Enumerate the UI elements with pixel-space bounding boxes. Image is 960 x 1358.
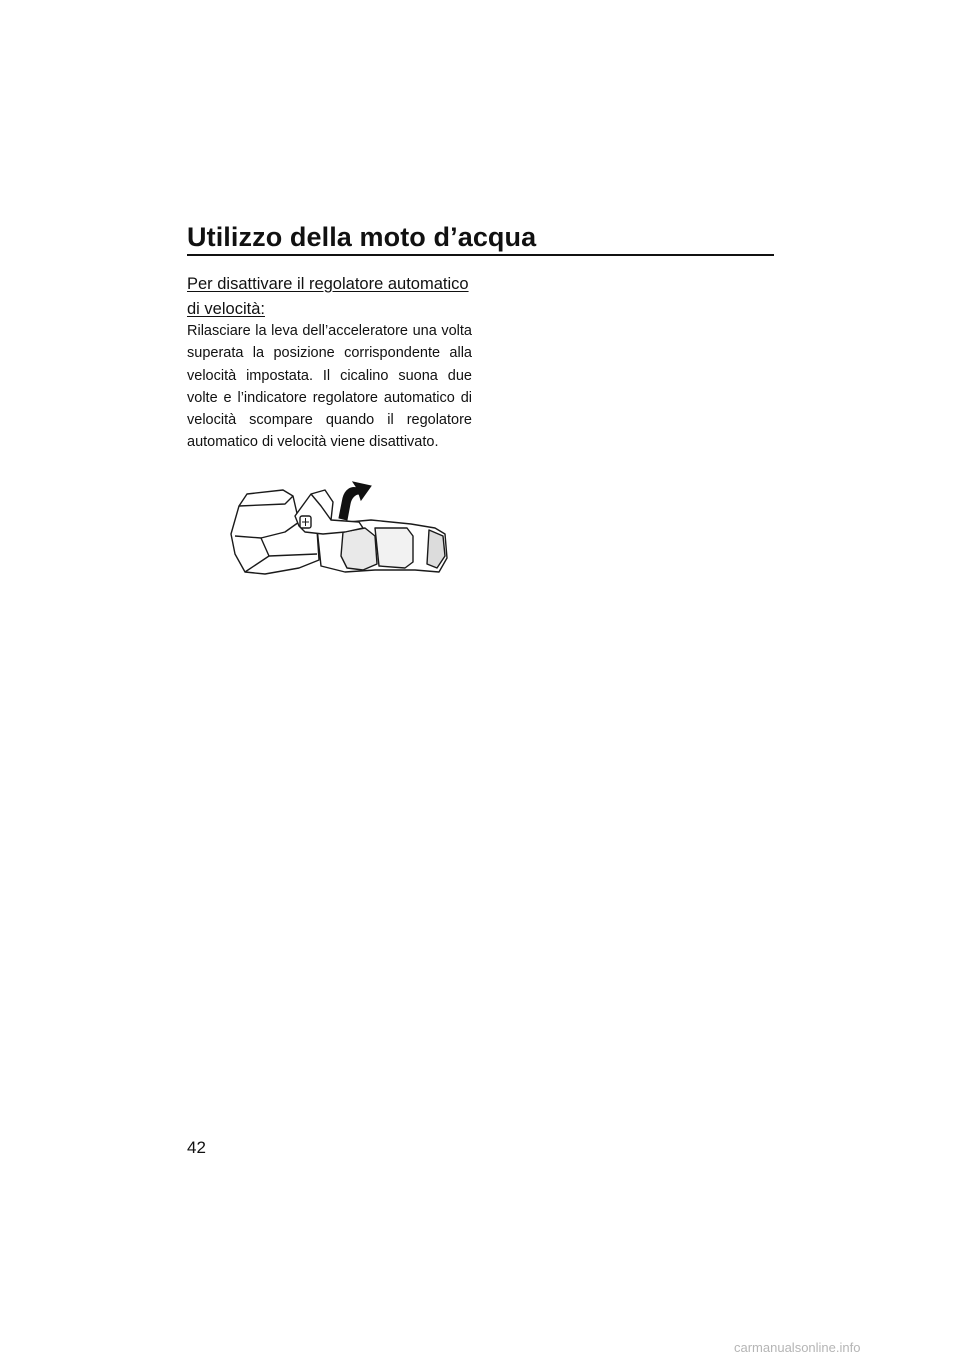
section-heading: Per disattivare il regolatore automatico di velocità: [187, 275, 469, 318]
page-header-title: Utilizzo della moto d’acqua [187, 222, 537, 252]
page-number: 42 [187, 1138, 206, 1157]
header-rule [187, 254, 774, 256]
watermark: carmanualsonline.info [734, 1340, 861, 1355]
section-body: Rilasciare la leva dell’acceleratore una volta superata la posizione corrispondente alla velocità impostata. Il cicalino suona due volte e l’indicatore regolatore automatico di velocità scompare quando il regolatore automatico di velocità viene disattivato. [187, 323, 472, 451]
throttle-release-illustration [225, 476, 455, 586]
release-arrow-icon [339, 482, 371, 520]
